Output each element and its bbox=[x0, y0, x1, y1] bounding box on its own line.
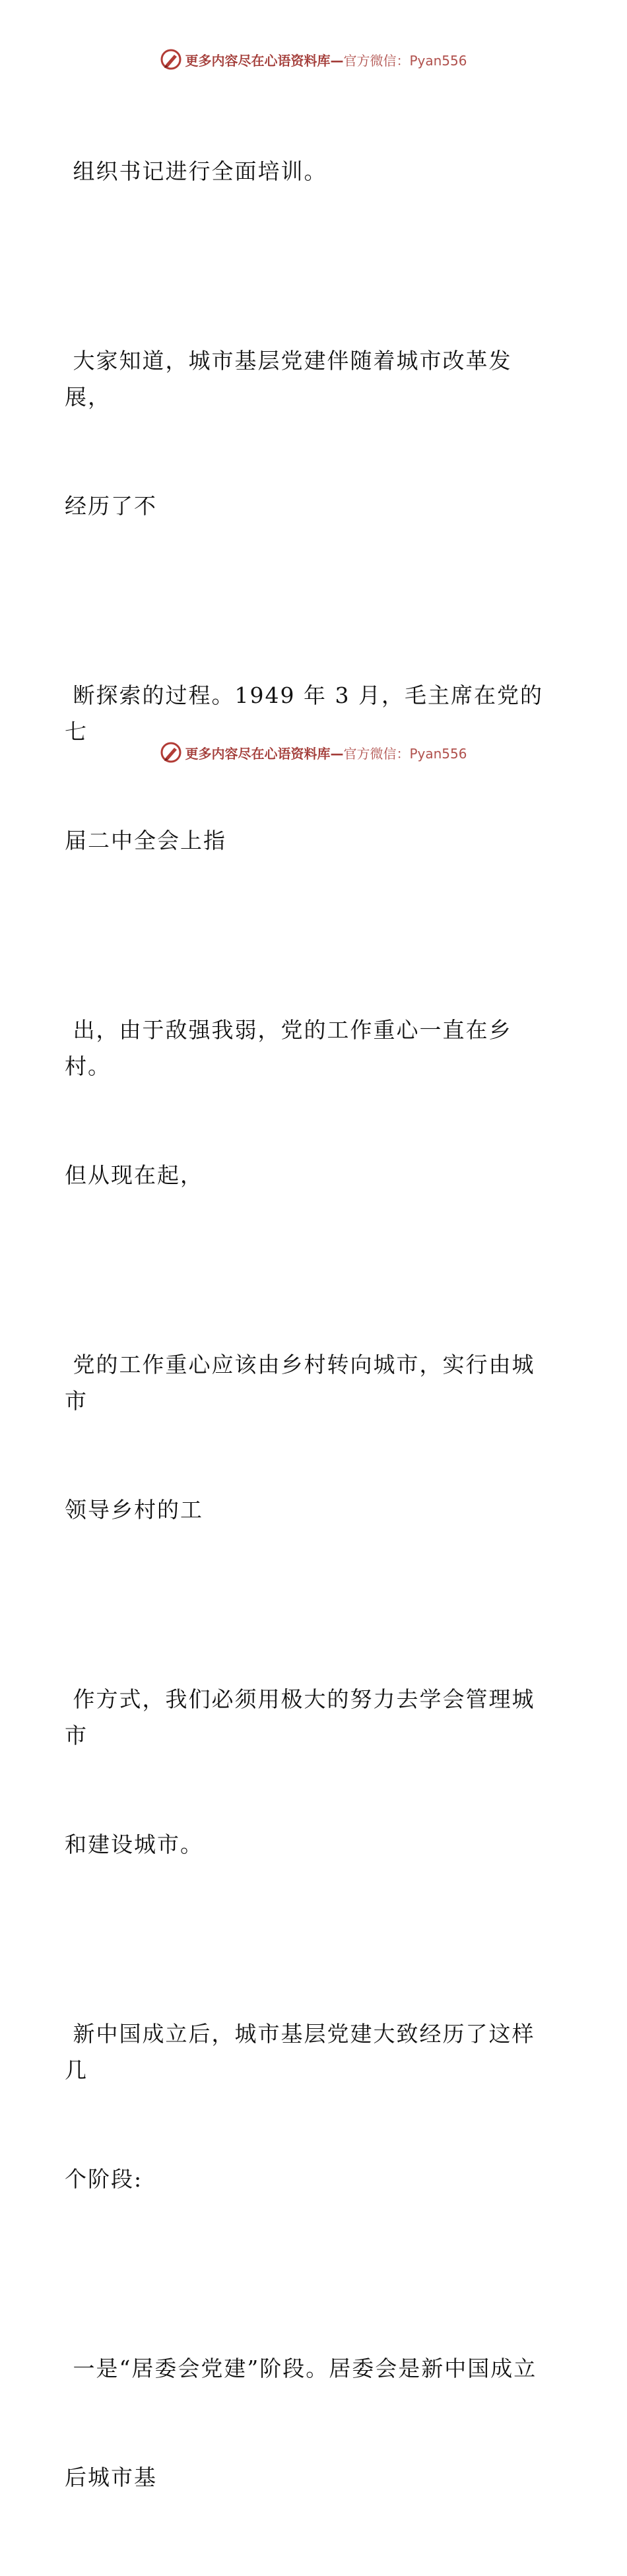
text-line: 和建设城市。 bbox=[65, 1832, 203, 1857]
text-line: 出，由于敌强我弱，党的工作重心一直在乡村。 bbox=[65, 1017, 512, 1079]
watermark-main: 更多内容尽在心语资料库— bbox=[185, 745, 344, 762]
pen-logo-icon bbox=[160, 741, 182, 764]
text-line: 大家知道，城市基层党建伴随着城市改革发展， bbox=[65, 348, 512, 410]
paragraph bbox=[65, 1608, 553, 1935]
header-watermark bbox=[0, 46, 627, 73]
text-line: 新中国成立后，城市基层党建大致经历了这样几 bbox=[65, 2021, 535, 2083]
document-body bbox=[65, 81, 553, 2576]
text-line: 作方式，我们必须用极大的努力去学会管理城市 bbox=[65, 1686, 535, 1748]
text-line: 领导乡村的工 bbox=[65, 1497, 203, 1523]
paragraph bbox=[65, 939, 553, 1266]
text-line: 个阶段: bbox=[65, 2166, 143, 2192]
paragraph bbox=[65, 270, 553, 597]
footer-watermark bbox=[0, 739, 627, 766]
paragraph bbox=[65, 2278, 553, 2568]
text-line: 后城市基 bbox=[65, 2464, 157, 2490]
pen-logo-icon bbox=[160, 48, 182, 71]
text-line: 党的工作重心应该由乡村转向城市，实行由城市 bbox=[65, 1352, 535, 1414]
text-line: 经历了不 bbox=[65, 493, 157, 519]
text-line: 一是“居委会党建”阶段。居委会是新中国成立 bbox=[65, 2356, 537, 2381]
text-line: 组织书记进行全面培训。 bbox=[65, 158, 327, 184]
text-line: 但从现在起， bbox=[65, 1162, 203, 1188]
watermark-wechat: 官方微信：Pyan556 bbox=[343, 52, 467, 69]
watermark-text bbox=[185, 50, 467, 69]
watermark-wechat: 官方微信：Pyan556 bbox=[343, 745, 467, 762]
paragraph bbox=[65, 81, 553, 262]
paragraph bbox=[65, 1274, 553, 1601]
watermark-main: 更多内容尽在心语资料库— bbox=[185, 52, 344, 69]
text-line: 断探索的过程。1949 年 3 月，毛主席在党的七 bbox=[65, 682, 543, 744]
paragraph bbox=[65, 605, 553, 931]
text-line: 届二中全会上指 bbox=[65, 828, 226, 853]
watermark-text bbox=[185, 743, 467, 762]
paragraph bbox=[65, 1943, 553, 2270]
